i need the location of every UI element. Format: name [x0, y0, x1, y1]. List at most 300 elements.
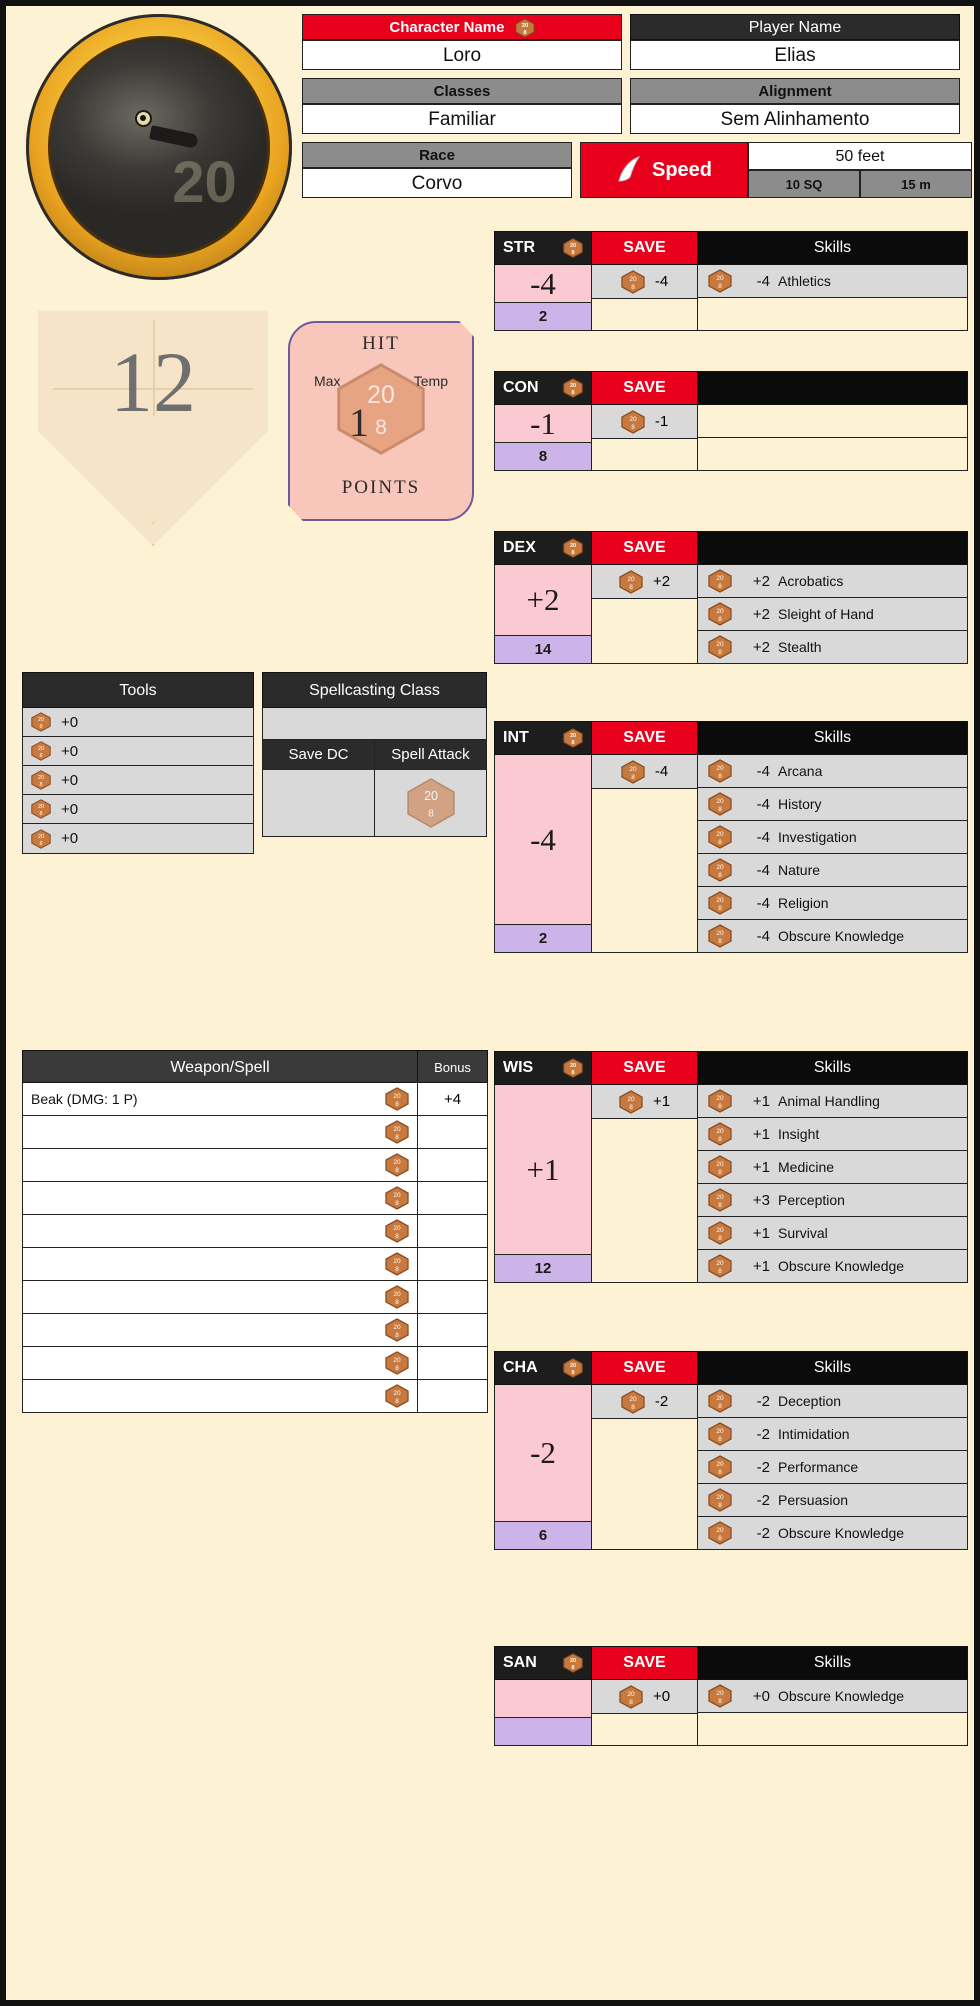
skill-row[interactable]	[698, 1418, 968, 1451]
skill-row[interactable]	[698, 1385, 968, 1418]
ability-name	[494, 371, 592, 405]
weapon-bonus-cell[interactable]	[418, 1215, 488, 1248]
dice-icon[interactable]	[31, 741, 51, 761]
svg-text:20: 20	[716, 930, 724, 937]
skill-row-empty[interactable]	[698, 405, 968, 438]
dice-icon[interactable]	[31, 712, 51, 732]
svg-text:8: 8	[718, 616, 722, 623]
ability-score[interactable]: 8	[494, 443, 592, 471]
tool-row[interactable]	[23, 766, 253, 795]
ability-score[interactable]: 2	[494, 303, 592, 331]
svg-text:8: 8	[571, 739, 575, 746]
dice-icon[interactable]	[405, 777, 457, 829]
svg-text:8: 8	[571, 1069, 575, 1076]
skill-name: Obscure Knowledge	[778, 1525, 905, 1541]
tool-bonus: +0	[61, 830, 79, 847]
svg-text:20: 20	[37, 746, 45, 753]
svg-text:8: 8	[631, 423, 635, 431]
hit-points-title: HIT	[362, 333, 400, 354]
save-value[interactable]: 20 8 -2	[592, 1385, 698, 1419]
skill-name: Obscure Knowledge	[778, 1258, 905, 1274]
saving-throw-column	[592, 1646, 698, 1746]
svg-text:20: 20	[629, 275, 637, 283]
skill-name: Survival	[778, 1225, 828, 1241]
svg-text:20: 20	[393, 1390, 401, 1397]
ability-block-str	[494, 231, 968, 331]
skill-name: Sleight of Hand	[778, 606, 874, 622]
skill-row[interactable]	[698, 1217, 968, 1250]
skill-row[interactable]	[698, 1517, 968, 1550]
skill-modifier: +1	[752, 1257, 770, 1275]
svg-text:8: 8	[718, 773, 722, 780]
weapon-bonus-cell[interactable]	[418, 1380, 488, 1413]
svg-text:8: 8	[718, 1698, 722, 1705]
spellcasting-title: Spellcasting Class	[262, 672, 487, 708]
skill-row[interactable]	[698, 821, 968, 854]
dice-icon[interactable]	[31, 799, 51, 819]
svg-text:8: 8	[631, 283, 635, 291]
hit-points-current-value[interactable]: 1	[349, 400, 369, 445]
weapon-bonus-cell[interactable]	[418, 1314, 488, 1347]
svg-text:20: 20	[393, 1225, 401, 1232]
dice-icon[interactable]	[563, 378, 583, 398]
dice-icon[interactable]	[708, 1221, 732, 1245]
skill-modifier: -4	[756, 894, 770, 912]
tools-rows	[22, 708, 254, 854]
tool-row[interactable]	[23, 708, 253, 737]
saving-throw-column	[592, 531, 698, 664]
ability-modifier[interactable]: -4	[494, 755, 592, 925]
svg-text:8: 8	[571, 1664, 575, 1671]
svg-text:8: 8	[522, 29, 527, 36]
skill-modifier: -4	[756, 927, 770, 945]
skill-name: Acrobatics	[778, 573, 844, 589]
skill-row-empty[interactable]	[698, 438, 968, 471]
skill-row[interactable]	[698, 1151, 968, 1184]
saving-throw-column	[592, 1351, 698, 1550]
ability-score[interactable]: 2	[494, 925, 592, 953]
ability-score[interactable]	[494, 1718, 592, 1746]
svg-text:20: 20	[716, 1428, 724, 1435]
ability-score-column	[494, 231, 592, 331]
svg-text:20: 20	[393, 1093, 401, 1100]
dice-icon[interactable]	[563, 538, 583, 558]
svg-text:20: 20	[716, 765, 724, 772]
ability-score[interactable]: 6	[494, 1522, 592, 1550]
alignment-label: Alignment	[630, 78, 960, 104]
dice-icon[interactable]	[708, 1488, 732, 1512]
svg-text:8: 8	[395, 1398, 399, 1405]
skill-row[interactable]	[698, 631, 968, 664]
svg-text:8: 8	[427, 808, 434, 820]
skill-modifier: -4	[756, 861, 770, 879]
ability-score-column	[494, 1051, 592, 1283]
dice-icon[interactable]	[621, 1390, 645, 1414]
svg-text:20: 20	[569, 543, 577, 550]
save-filler	[592, 789, 698, 953]
save-filler	[592, 1419, 698, 1550]
weapon-bonus-cell[interactable]: +4	[418, 1083, 488, 1116]
spellcasting-block	[262, 672, 487, 837]
skill-row[interactable]	[698, 565, 968, 598]
dice-icon[interactable]	[708, 1155, 732, 1179]
skill-row[interactable]	[698, 1250, 968, 1283]
skill-row[interactable]	[698, 598, 968, 631]
saving-throw-column	[592, 371, 698, 471]
skill-name: Performance	[778, 1459, 859, 1475]
svg-text:8: 8	[718, 583, 722, 590]
ability-name	[494, 1646, 592, 1680]
save-value[interactable]: 20 8 -1	[592, 405, 698, 439]
svg-text:20: 20	[393, 1126, 401, 1133]
dice-icon[interactable]	[619, 1090, 643, 1114]
save-filler	[592, 1714, 698, 1746]
dice-icon[interactable]	[708, 269, 732, 293]
dice-icon[interactable]	[385, 1318, 409, 1342]
skill-modifier: -4	[756, 795, 770, 813]
weapon-name-cell[interactable]	[22, 1182, 418, 1215]
ability-score-column	[494, 1646, 592, 1746]
weapon-row[interactable]	[22, 1149, 488, 1182]
skill-row[interactable]	[698, 755, 968, 788]
weapon-name: Beak (DMG: 1 P)	[31, 1091, 138, 1107]
svg-text:8: 8	[39, 810, 43, 817]
portrait-image	[48, 36, 270, 258]
ability-score-column	[494, 721, 592, 953]
skill-modifier: +1	[752, 1158, 770, 1176]
svg-text:20: 20	[569, 383, 577, 390]
svg-text:8: 8	[395, 1332, 399, 1339]
svg-text:20: 20	[393, 1291, 401, 1298]
svg-text:8: 8	[718, 1103, 722, 1110]
svg-text:20: 20	[716, 897, 724, 904]
save-filler	[592, 599, 698, 664]
svg-text:8: 8	[718, 1202, 722, 1209]
skill-modifier: -4	[756, 762, 770, 780]
ability-block-wis	[494, 1051, 968, 1283]
dice-icon[interactable]	[385, 1219, 409, 1243]
skill-row[interactable]	[698, 1484, 968, 1517]
dice-icon[interactable]	[708, 635, 732, 659]
dice-icon[interactable]	[385, 1186, 409, 1210]
weapon-bonus-cell[interactable]	[418, 1281, 488, 1314]
ability-modifier[interactable]: -4	[494, 265, 592, 303]
dice-icon[interactable]	[708, 759, 732, 783]
svg-text:20: 20	[569, 1363, 577, 1370]
skill-name: Obscure Knowledge	[778, 1688, 905, 1704]
tool-row[interactable]	[23, 795, 253, 824]
skill-row[interactable]	[698, 1118, 968, 1151]
weapon-bonus-cell[interactable]	[418, 1149, 488, 1182]
dice-icon[interactable]	[563, 1358, 583, 1378]
skill-modifier: +3	[752, 1191, 770, 1209]
svg-text:20: 20	[569, 243, 577, 250]
skills-column	[698, 531, 968, 664]
weapon-name-cell[interactable]	[22, 1314, 418, 1347]
save-dc-column	[262, 740, 375, 837]
skill-row[interactable]	[698, 1680, 968, 1713]
save-value[interactable]: 20 8 +1	[592, 1085, 698, 1119]
skill-row[interactable]	[698, 920, 968, 953]
weapon-row[interactable]	[22, 1380, 488, 1413]
skills-header: Skills	[698, 1351, 968, 1385]
ability-score[interactable]: 14	[494, 636, 592, 664]
skill-name: Religion	[778, 895, 829, 911]
svg-text:8: 8	[718, 905, 722, 912]
svg-text:8: 8	[39, 781, 43, 788]
svg-text:8: 8	[631, 1403, 635, 1411]
ability-modifier[interactable]: +1	[494, 1085, 592, 1255]
svg-text:20: 20	[37, 804, 45, 811]
svg-text:20: 20	[716, 1194, 724, 1201]
svg-text:8: 8	[718, 806, 722, 813]
skills-header: Skills	[698, 721, 968, 755]
skill-modifier: -2	[756, 1524, 770, 1542]
weapon-row[interactable]	[22, 1116, 488, 1149]
save-header: SAVE	[592, 531, 698, 565]
svg-text:20: 20	[716, 1395, 724, 1402]
weapon-bonus-cell[interactable]	[418, 1347, 488, 1380]
race-value[interactable]: Corvo	[302, 168, 572, 198]
dice-icon[interactable]	[515, 18, 535, 38]
race-label: Race	[302, 142, 572, 168]
weapon-row[interactable]	[22, 1182, 488, 1215]
skills-header	[698, 371, 968, 405]
player-name-value[interactable]: Elias	[630, 40, 960, 70]
dice-icon[interactable]	[708, 602, 732, 626]
weapon-bonus-cell[interactable]	[418, 1182, 488, 1215]
svg-text:8: 8	[571, 249, 575, 256]
svg-text:8: 8	[39, 752, 43, 759]
dice-icon[interactable]	[563, 1058, 583, 1078]
weapon-row[interactable]	[22, 1083, 488, 1116]
weapon-bonus-cell[interactable]	[418, 1116, 488, 1149]
svg-text:20: 20	[393, 1357, 401, 1364]
skill-name: Investigation	[778, 829, 857, 845]
skill-name: Perception	[778, 1192, 845, 1208]
dice-icon[interactable]	[563, 1653, 583, 1673]
svg-text:8: 8	[629, 1103, 633, 1111]
svg-text:20: 20	[627, 1095, 635, 1103]
spellcasting-class-value[interactable]	[262, 708, 487, 740]
ability-abbrev: INT	[503, 729, 529, 746]
dice-icon[interactable]	[621, 760, 645, 784]
dice-icon[interactable]	[385, 1252, 409, 1276]
ability-abbrev: STR	[503, 239, 535, 256]
svg-text:20: 20	[716, 1494, 724, 1501]
alignment-value[interactable]: Sem Alinhamento	[630, 104, 960, 134]
dice-icon[interactable]	[708, 1122, 732, 1146]
weapon-name-cell[interactable]	[22, 1347, 418, 1380]
skill-row[interactable]	[698, 265, 968, 298]
dice-icon[interactable]	[619, 1685, 643, 1709]
svg-text:8: 8	[718, 1469, 722, 1476]
ability-modifier[interactable]: -1	[494, 405, 592, 443]
dice-icon[interactable]	[708, 1188, 732, 1212]
dice-icon[interactable]	[708, 569, 732, 593]
svg-text:8: 8	[39, 723, 43, 730]
skill-name: Persuasion	[778, 1492, 849, 1508]
skill-modifier: -2	[756, 1425, 770, 1443]
save-dc-value[interactable]	[263, 770, 374, 836]
tool-bonus: +0	[61, 771, 79, 789]
weapon-row[interactable]	[22, 1248, 488, 1281]
svg-text:8: 8	[39, 840, 43, 847]
skill-row[interactable]	[698, 788, 968, 821]
ability-abbrev: CHA	[503, 1359, 538, 1376]
skill-row[interactable]	[698, 1451, 968, 1484]
svg-text:20: 20	[716, 1095, 724, 1102]
dice-icon[interactable]	[708, 858, 732, 882]
save-header: SAVE	[592, 1351, 698, 1385]
skill-row[interactable]	[698, 887, 968, 920]
skill-row[interactable]	[698, 854, 968, 887]
dice-icon[interactable]	[708, 1455, 732, 1479]
save-header: SAVE	[592, 1646, 698, 1680]
dice-icon[interactable]	[708, 891, 732, 915]
speed-feet-value[interactable]: 50 feet	[748, 142, 972, 170]
dice-icon[interactable]	[385, 1087, 409, 1111]
svg-text:8: 8	[718, 938, 722, 945]
skill-row[interactable]	[698, 1085, 968, 1118]
weapon-row[interactable]	[22, 1314, 488, 1347]
svg-text:8: 8	[718, 1268, 722, 1275]
dice-icon[interactable]	[708, 792, 732, 816]
weapon-name-cell[interactable]	[22, 1116, 418, 1149]
weapon-row[interactable]	[22, 1347, 488, 1380]
save-header: SAVE	[592, 1051, 698, 1085]
skills-header: Skills	[698, 231, 968, 265]
svg-text:20: 20	[37, 717, 45, 724]
svg-text:8: 8	[571, 389, 575, 396]
dice-icon[interactable]	[619, 570, 643, 594]
save-value[interactable]: 20 8 -4	[592, 755, 698, 789]
weapon-name-cell[interactable]	[22, 1380, 418, 1413]
dice-icon[interactable]	[621, 270, 645, 294]
skill-modifier: +1	[752, 1224, 770, 1242]
svg-text:20: 20	[716, 1690, 724, 1697]
save-filler	[592, 1119, 698, 1283]
svg-text:20: 20	[716, 275, 724, 282]
save-value[interactable]: 20 8 -4	[592, 265, 698, 299]
dice-icon[interactable]	[708, 1254, 732, 1278]
svg-text:20: 20	[716, 1260, 724, 1267]
dice-icon[interactable]	[31, 829, 51, 849]
dice-icon[interactable]	[385, 1384, 409, 1408]
svg-text:20: 20	[367, 381, 395, 410]
classes-value[interactable]: Familiar	[302, 104, 622, 134]
character-portrait	[26, 14, 292, 280]
svg-text:8: 8	[375, 415, 387, 439]
svg-text:8: 8	[718, 1436, 722, 1443]
dice-icon[interactable]	[563, 728, 583, 748]
dice-icon[interactable]	[708, 1422, 732, 1446]
skill-row-empty[interactable]	[698, 1713, 968, 1746]
svg-text:20: 20	[716, 1461, 724, 1468]
dice-icon[interactable]	[708, 1089, 732, 1113]
svg-text:8: 8	[631, 773, 635, 781]
weapon-name-cell[interactable]	[22, 1248, 418, 1281]
svg-text:20: 20	[716, 608, 724, 615]
dice-icon[interactable]	[385, 1285, 409, 1309]
save-header: SAVE	[592, 371, 698, 405]
weapon-row[interactable]	[22, 1215, 488, 1248]
skill-modifier: -2	[756, 1392, 770, 1410]
weapon-rows	[22, 1083, 488, 1413]
ability-modifier[interactable]: +2	[494, 565, 592, 636]
ability-score[interactable]: 12	[494, 1255, 592, 1283]
weapon-name-cell[interactable]	[22, 1149, 418, 1182]
save-value[interactable]: 20 8 +2	[592, 565, 698, 599]
skill-name: Medicine	[778, 1159, 835, 1175]
saving-throw-column	[592, 721, 698, 953]
skill-row[interactable]	[698, 1184, 968, 1217]
weapon-row[interactable]	[22, 1281, 488, 1314]
armor-class-shield	[28, 306, 278, 546]
spell-attack-value[interactable]	[375, 770, 486, 836]
ability-modifier[interactable]: -2	[494, 1385, 592, 1522]
dice-icon[interactable]	[385, 1153, 409, 1177]
dice-icon[interactable]	[385, 1120, 409, 1144]
weapon-name-cell[interactable]	[22, 1215, 418, 1248]
ability-score-column	[494, 371, 592, 471]
dice-icon[interactable]	[708, 1521, 732, 1545]
dice-icon[interactable]	[708, 1684, 732, 1708]
dice-icon[interactable]	[385, 1351, 409, 1375]
dice-icon[interactable]	[708, 1389, 732, 1413]
svg-text:8: 8	[718, 1535, 722, 1542]
save-value[interactable]: 20 8 +0	[592, 1680, 698, 1714]
svg-text:20: 20	[393, 1258, 401, 1265]
header-block	[302, 14, 972, 198]
ability-abbrev: DEX	[503, 539, 536, 556]
weapon-name-cell[interactable]	[22, 1083, 418, 1116]
ability-block-san	[494, 1646, 968, 1746]
tool-row[interactable]	[23, 737, 253, 766]
tool-row[interactable]	[23, 824, 253, 853]
dice-icon[interactable]	[708, 924, 732, 948]
svg-text:20: 20	[716, 1527, 724, 1534]
skill-row-empty[interactable]	[698, 298, 968, 331]
character-name-label: Character Name 20 8	[302, 14, 622, 40]
spell-attack-column	[375, 740, 487, 837]
speed-meters-value: 15 m	[860, 170, 972, 198]
skill-name: Nature	[778, 862, 821, 878]
svg-text:8: 8	[629, 583, 633, 591]
character-name-value[interactable]: Loro	[302, 40, 622, 70]
dice-icon[interactable]	[31, 770, 51, 790]
tool-bonus: +0	[61, 742, 79, 760]
skills-header: Skills	[698, 1646, 968, 1680]
svg-text:20: 20	[569, 1658, 577, 1665]
dice-icon[interactable]	[563, 238, 583, 258]
classes-label: Classes	[302, 78, 622, 104]
svg-text:20: 20	[629, 765, 637, 773]
dice-icon[interactable]	[621, 410, 645, 434]
svg-text:20: 20	[716, 1227, 724, 1234]
dice-icon[interactable]	[708, 825, 732, 849]
armor-class-value[interactable]: 12	[110, 334, 196, 430]
skill-modifier: +2	[752, 572, 770, 590]
weapon-bonus-header: Bonus	[418, 1050, 488, 1083]
ability-block-con	[494, 371, 968, 471]
skills-header: Skills	[698, 1051, 968, 1085]
weapon-bonus-cell[interactable]	[418, 1248, 488, 1281]
svg-text:20: 20	[716, 1128, 724, 1135]
weapon-name-cell[interactable]	[22, 1281, 418, 1314]
ability-modifier[interactable]	[494, 1680, 592, 1718]
svg-text:20: 20	[716, 831, 724, 838]
